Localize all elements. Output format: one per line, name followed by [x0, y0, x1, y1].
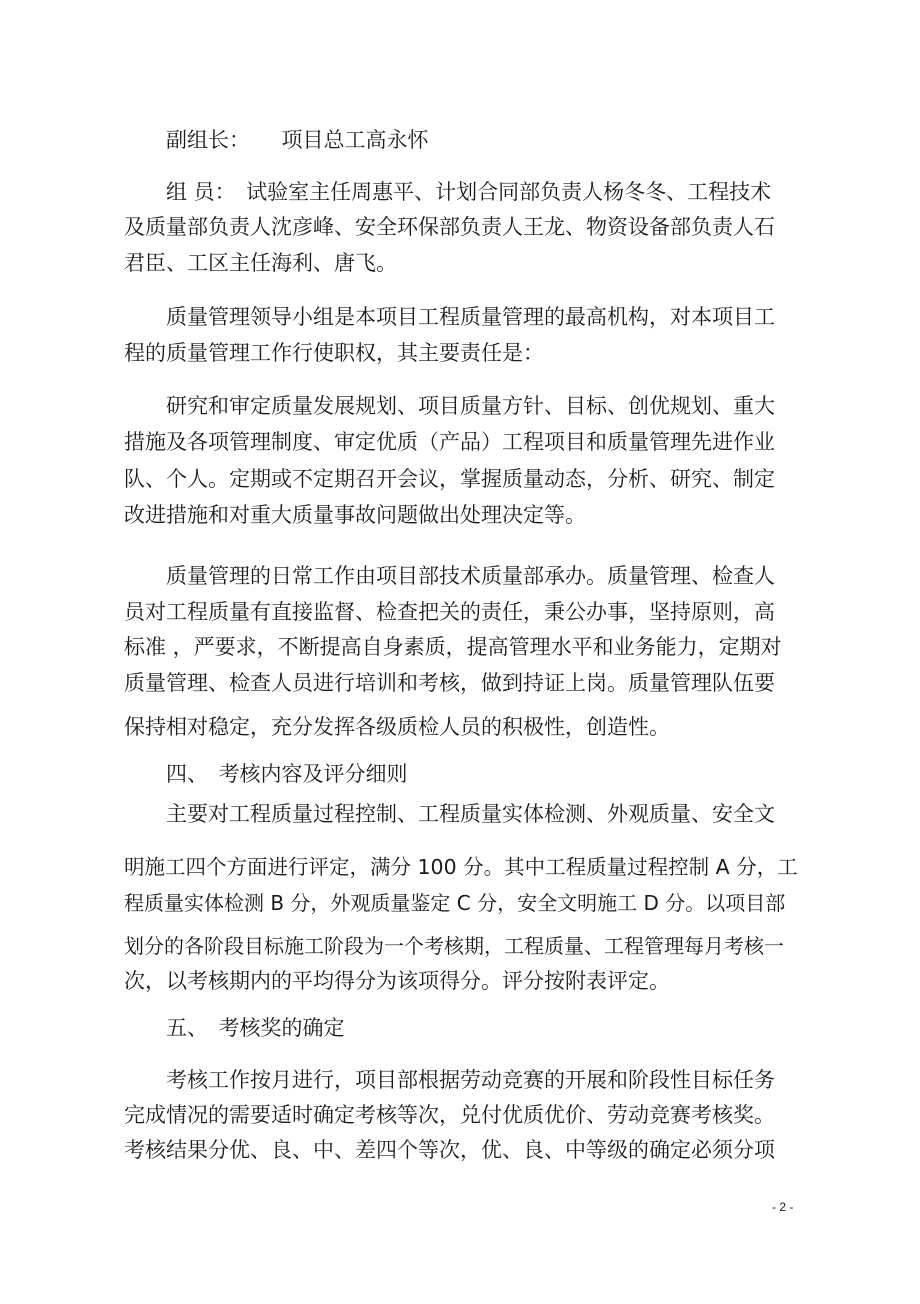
text-line: 标准 ，严要求，不断提高自身素质，提高管理水平和业务能力，定期对 — [124, 635, 782, 659]
text-line: 员对工程质量有直接监督、检查把关的责任，秉公办事，坚持原则，高 — [124, 600, 775, 624]
section-heading: 五、 考核奖的确定 — [166, 1016, 345, 1040]
text-line: 划分的各阶段目标施工阶段为一个考核期，工程质量、工程管理每月考核一 — [124, 934, 784, 958]
text-line: 考核工作按月进行，项目部根据劳动竞赛的开展和阶段性目标任务 — [166, 1068, 775, 1092]
text-line: 改进措施和对重大质量事故问题做出处理决定等。 — [124, 503, 586, 527]
text-line: 明施工四个方面进行评定，满分 100 分。其中工程质量过程控制 A 分，工 — [124, 855, 798, 879]
text-line: 研究和审定质量发展规划、项目质量方针、目标、创优规划、重大 — [166, 394, 775, 418]
text-line: 组 员： 试验室主任周惠平、计划合同部负责人杨冬冬、工程技术 — [166, 180, 772, 204]
text-line: 君臣、工区主任海利、唐飞。 — [124, 251, 397, 275]
text-line: 副组长： 项目总工高永怀 — [166, 128, 429, 152]
section-heading: 四、 考核内容及评分细则 — [166, 762, 408, 786]
text-line: 完成情况的需要适时确定考核等次，兑付优质优价、劳动竞赛考核奖。 — [124, 1103, 775, 1127]
text-line: 程的质量管理工作行使职权，其主要责任是： — [124, 341, 544, 365]
text-line: 措施及各项管理制度、审定优质（产品）工程项目和质量管理先进作业 — [124, 430, 775, 454]
text-line: 及质量部负责人沈彦峰、安全环保部负责人王龙、物资设备部负责人石 — [124, 215, 775, 239]
text-line: 保持相对稳定，充分发挥各级质检人员的积极性，创造性。 — [124, 715, 670, 739]
text-line: 质量管理领导小组是本项目工程质量管理的最高机构，对本项目工 — [166, 305, 775, 329]
text-line: 考核结果分优、良、中、差四个等次，优、良、中等级的确定必须分项 — [124, 1138, 775, 1162]
text-line: 质量管理、检查人员进行培训和考核，做到持证上岗。质量管理队伍要 — [124, 671, 775, 695]
text-line: 质量管理的日常工作由项目部技术质量部承办。质量管理、检查人 — [166, 564, 775, 588]
page-number: - 2 - — [772, 1200, 794, 1214]
text-line: 程质量实体检测 B 分，外观质量鉴定 C 分，安全文明施工 D 分。以项目部 — [124, 891, 786, 915]
text-line: 主要对工程质量过程控制、工程质量实体检测、外观质量、安全文 — [166, 802, 775, 826]
text-line: 队、个人。定期或不定期召开会议，掌握质量动态，分析、研究、制定 — [124, 467, 775, 491]
text-line: 次，以考核期内的平均得分为该项得分。评分按附表评定。 — [124, 969, 670, 993]
